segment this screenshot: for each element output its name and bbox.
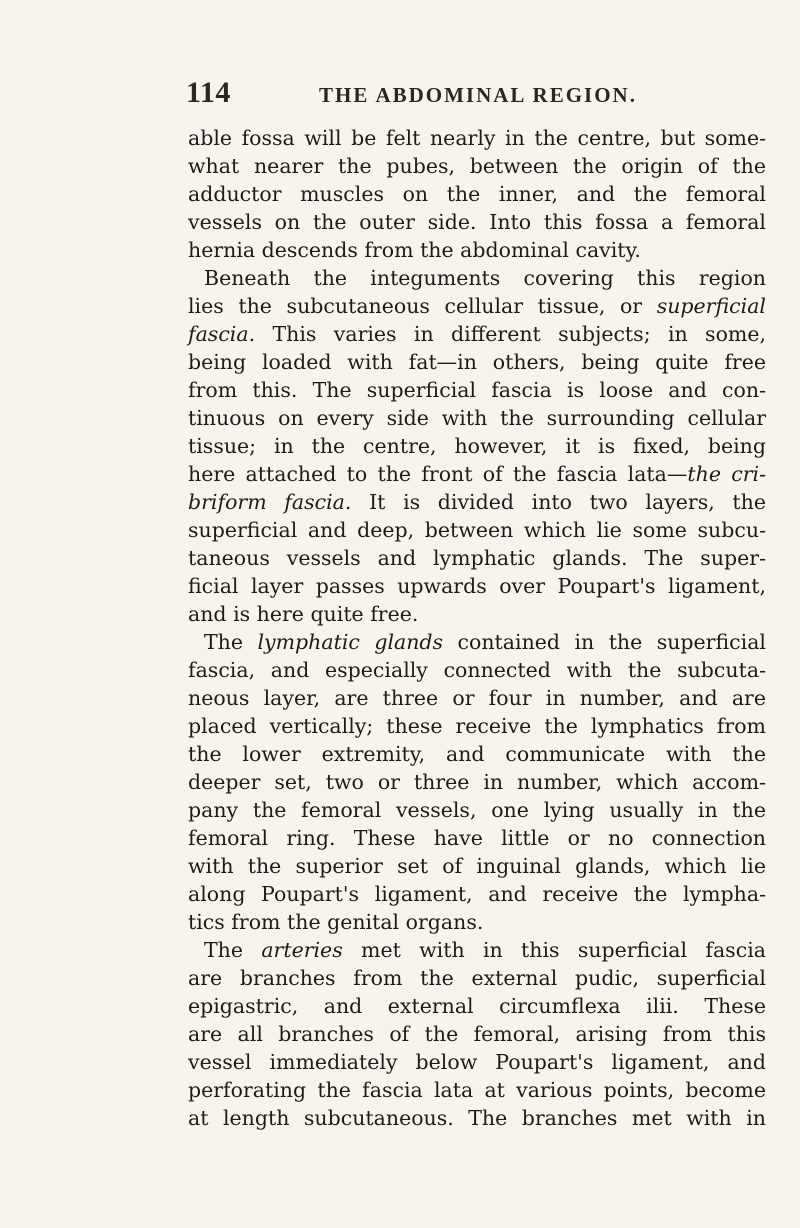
italic-term: the cri-	[687, 462, 766, 486]
text-line: neous layer, are three or four in number, and are	[188, 686, 766, 710]
running-title: THE ABDOMINAL REGION.	[319, 83, 637, 107]
text-line: and is here quite free.	[188, 602, 419, 626]
italic-term: lymphatic glands	[257, 630, 444, 654]
text-line: able fossa will be felt nearly in the centre, but some-	[188, 126, 766, 150]
italic-term: fascia.	[188, 322, 256, 346]
italic-term: superficial	[656, 294, 766, 318]
text-line: with the superior set of inguinal glands, which lie	[188, 854, 766, 878]
text-line: briform fascia. It is divided into two layers, the	[188, 490, 766, 514]
text-line: tissue; in the centre, however, it is fixed, being	[188, 434, 766, 458]
text-line: adductor muscles on the inner, and the femoral	[188, 182, 766, 206]
text-line: hernia descends from the abdominal cavity.	[188, 238, 641, 262]
text-line: from this. The superficial fascia is loose and con-	[188, 378, 766, 402]
text-line: vessel immediately below Poupart's ligament, and	[188, 1050, 766, 1074]
text-line: what nearer the pubes, between the origin of the	[188, 154, 766, 178]
text-line: are all branches of the femoral, arising from this	[188, 1022, 766, 1046]
running-head	[186, 78, 786, 108]
text-line: ficial layer passes upwards over Poupart's ligament,	[188, 574, 766, 598]
text-line: perforating the fascia lata at various points, become	[188, 1078, 766, 1102]
page-number: 114	[186, 76, 231, 109]
text-line: pany the femoral vessels, one lying usually in the	[188, 798, 766, 822]
text-line: here attached to the front of the fascia lata—the cri-	[188, 462, 766, 486]
text-line: The arteries met with in this superficial fascia	[204, 938, 766, 962]
text-line: the lower extremity, and communicate with the	[188, 742, 766, 766]
text-line: fascia. This varies in different subjects; in some,	[188, 322, 766, 346]
text-line: at length subcutaneous. The branches met with in	[188, 1106, 766, 1130]
text-line: being loaded with fat—in others, being quite free	[188, 350, 766, 374]
text-line: along Poupart's ligament, and receive the lympha-	[188, 882, 766, 906]
text-line: lies the subcutaneous cellular tissue, or superficial	[188, 294, 766, 318]
text-line: tinuous on every side with the surrounding cellular	[188, 406, 766, 430]
text-line: deeper set, two or three in number, which accom-	[188, 770, 766, 794]
text-line: fascia, and especially connected with the subcuta-	[188, 658, 766, 682]
text-line: placed vertically; these receive the lymphatics from	[188, 714, 766, 738]
text-line: Beneath the integuments covering this region	[204, 266, 766, 290]
text-line: are branches from the external pudic, superficial	[188, 966, 766, 990]
text-line: superficial and deep, between which lie some subcu-	[188, 518, 766, 542]
text-line: epigastric, and external circumflexa ilii. These	[188, 994, 766, 1018]
text-line: taneous vessels and lymphatic glands. The super-	[188, 546, 766, 570]
text-line: femoral ring. These have little or no connection	[188, 826, 766, 850]
text-line: The lymphatic glands contained in the superficial	[204, 630, 766, 654]
body-text	[188, 124, 766, 1132]
italic-term: briform fascia.	[188, 490, 352, 514]
text-line: vessels on the outer side. Into this fossa a femoral	[188, 210, 766, 234]
italic-term: arteries	[261, 938, 343, 962]
text-line: tics from the genital organs.	[188, 910, 484, 934]
